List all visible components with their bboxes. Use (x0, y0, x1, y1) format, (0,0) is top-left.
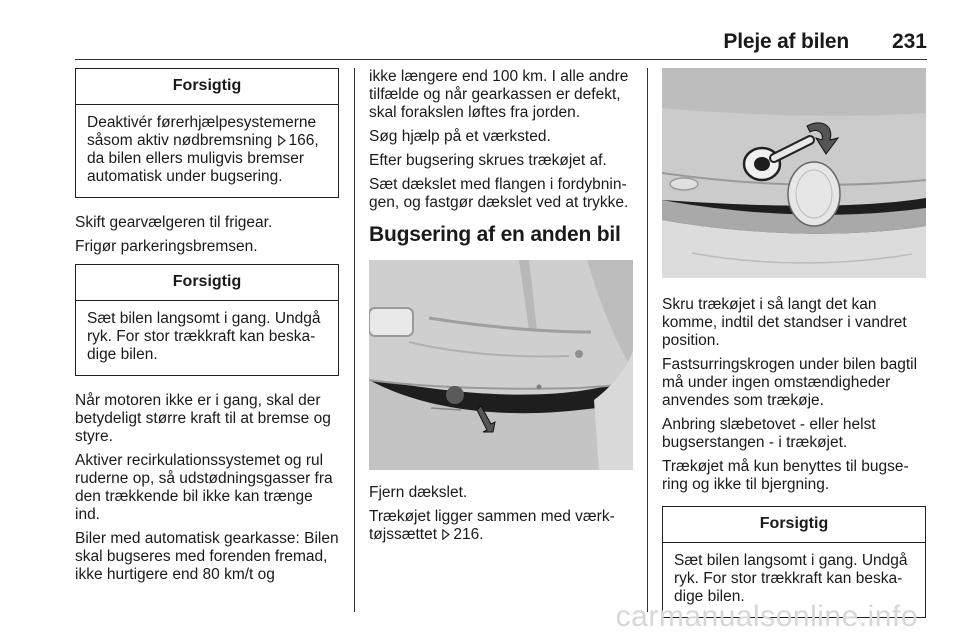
column-1 (75, 68, 339, 590)
page-reference[interactable]: 166, (288, 132, 319, 149)
paragraph: Biler med automatisk gearkasse: Bilen skal bugseres med forenden fremad, ikke hurtigere end 80 km/t og (75, 530, 339, 583)
paragraph: Efter bugsering skrues trækøjet af. (369, 152, 607, 169)
paragraph: Fastsurringskrogen under bilen bagtil må under ingen omstændigheder anvendes som trækøje. (662, 356, 918, 409)
caution-heading: Forsigtig (663, 507, 925, 543)
tow-eye-installation-illustration (662, 68, 926, 278)
column-3 (662, 68, 926, 630)
page-reference-arrow-icon (278, 135, 286, 146)
page-reference-arrow-icon (442, 529, 450, 540)
section-heading: Bugsering af en anden bil (369, 223, 621, 246)
column-divider (647, 68, 648, 612)
watermark: carmanualsonline.info (615, 600, 918, 633)
page-number: 231 (891, 30, 927, 53)
rear-bumper-cover-illustration (369, 260, 633, 470)
paragraph: Fjern dækslet. (369, 484, 468, 501)
caution-text: Deaktivér førerhjælpesystemerne såsom aktiv nødbremsning 166, da bilen ellers muligvis bremser automatisk under bugsering. (87, 114, 319, 185)
caution-box (75, 264, 339, 376)
column-2 (369, 68, 633, 550)
caution-text: Sæt bilen langsomt i gang. Undgå ryk. For stor trækkraft kan beskadige bilen. (87, 310, 321, 363)
caution-heading: Forsigtig (76, 265, 338, 301)
paragraph: Søg hjælp på et værksted. (369, 128, 551, 145)
paragraph: Aktiver recirkulationssystemet og rul ruderne op, så udstødningsgasser fra den trækkende bil ikke kan trænge ind. (75, 452, 333, 523)
paragraph: Når motoren ikke er i gang, skal der betydeligt større kraft til at bremse og styre. (75, 392, 331, 445)
paragraph: Sæt dækslet med flangen i fordybningen, og fastgør dækslet ved at trykke. (369, 176, 629, 211)
paragraph: Skru trækøjet i så langt det kan komme, indtil det standser i vandret position. (662, 296, 907, 349)
caution-heading: Forsigtig (76, 69, 338, 105)
page-title: Pleje af bilen (723, 30, 849, 53)
column-divider (354, 68, 355, 612)
paragraph: Skift gearvælgeren til frigear. (75, 214, 273, 231)
paragraph: Trækøjet ligger sammen med værktøjssættet 216. (369, 508, 615, 543)
paragraph: ikke længere end 100 km. I alle andre tilfælde og når gearkassen er defekt, skal forakslen løftes fra jorden. (369, 68, 629, 121)
page-header (75, 28, 927, 56)
caution-box (75, 68, 339, 198)
caution-text: Sæt bilen langsomt i gang. Undgå ryk. For stor trækkraft kan beskadige bilen. (674, 552, 908, 605)
paragraph: Anbring slæbetovet - eller helst bugserstangen - i trækøjet. (662, 416, 876, 451)
page-reference[interactable]: 216. (453, 526, 484, 543)
header-divider (75, 59, 927, 60)
paragraph: Frigør parkeringsbremsen. (75, 238, 258, 255)
paragraph: Trækøjet må kun benyttes til bugsering og ikke til bjergning. (662, 458, 909, 493)
